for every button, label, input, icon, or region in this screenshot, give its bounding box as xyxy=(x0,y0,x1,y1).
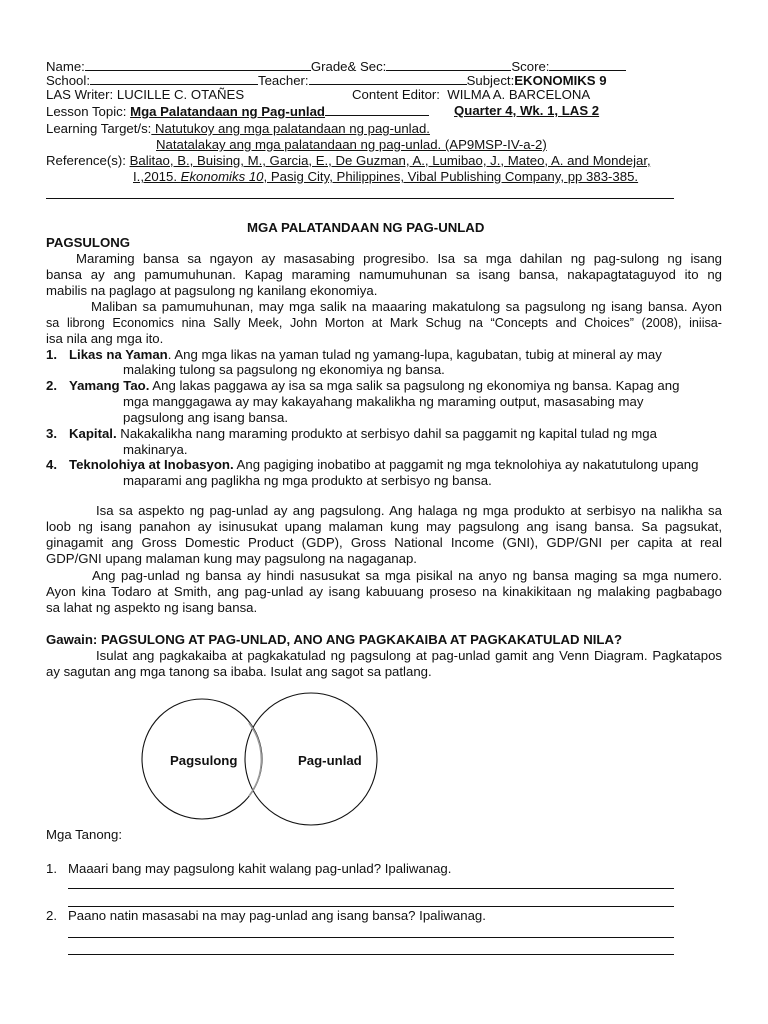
p3-line: loob ng isang panahon ay isinusukat upang malaman kung may pagsulong ang isang bansa. Sa pagsukat, xyxy=(46,519,722,534)
paragraph-2 xyxy=(46,299,722,347)
target-2: Natatalakay ang mga palatandaan ng pag-unlad. (AP9MSP-IV-a-2) xyxy=(156,137,547,152)
p4-line: Ang pag-unlad ng bansa ay hindi nasusukat sa mga pisikal na anyo ng bansa maging sa mga numero. xyxy=(92,568,722,583)
reference-2b: Ekonomiks 10 xyxy=(180,169,264,184)
term-text: . Ang mga likas na yaman tulad ng yamang-lupa, kagubatan, tubig at mineral ay may xyxy=(167,347,662,362)
answer-line[interactable] xyxy=(68,906,674,907)
list-item-cont: maparami ang paglikha ng mga produkto at serbisyo ng bansa. xyxy=(123,473,492,488)
term-text: Ang lakas paggawa ay isa sa mga salik sa pagsulong ng ekonomiya ng bansa. Kapag ang xyxy=(149,378,680,393)
list-number: 4. xyxy=(46,457,57,472)
p3-line: ginagamit ang Gross Domestic Product (GDP), Gross National Income (GNI), GDP/GNI per capita at real xyxy=(46,535,722,550)
grade-field[interactable] xyxy=(386,58,511,71)
p4-line: Ayon kina Todaro at Smith, ang pag-unlad ay isang kabuuang proseso na kinakikitaan ng malaking pagbabago xyxy=(46,584,722,599)
answer-line[interactable] xyxy=(68,937,674,938)
list-item-teknolohiya xyxy=(69,457,729,473)
term-text: Nakakalikha nang maraming produkto at serbisyo dahil sa paggamit ng kapital tulad ng mga xyxy=(116,426,657,441)
question-2: Paano natin masasabi na may pag-unlad ang isang bansa? Ipaliwanag. xyxy=(68,908,486,923)
reference-1: Balitao, B., Buising, M., Garcia, E., De Guzman, A., Lumibao, J., Mateo, A. and Mondejar, xyxy=(129,153,651,168)
paragraph-4 xyxy=(46,568,722,616)
name-label: Name: xyxy=(46,59,85,74)
p2-line: isa nila ang mga ito. xyxy=(46,331,164,346)
reference-2c: , Pasig City, Philippines, Vibal Publishing Company, pp 383-385. xyxy=(263,169,639,184)
list-number: 2. xyxy=(46,378,57,393)
term: Yamang Tao. xyxy=(69,378,150,393)
p1-line: Maraming bansa sa ngayon ay masasabing progresibo. Isa sa mga dahilan ng pag-sulong ng isang xyxy=(76,251,722,266)
score-label: Score: xyxy=(511,59,550,74)
writer-label: LAS Writer: xyxy=(46,87,114,102)
list-number: 1. xyxy=(46,347,57,362)
answer-line[interactable] xyxy=(68,954,674,955)
topic-row xyxy=(46,103,429,120)
quarter-value: Quarter 4, Wk. 1, LAS 2 xyxy=(454,103,600,118)
venn-label-right: Pag-unlad xyxy=(298,753,362,768)
section-heading: PAGSULONG xyxy=(46,235,131,250)
term: Likas na Yaman xyxy=(69,347,168,362)
reference-row-2 xyxy=(133,169,638,185)
p2-line: sa librong Economics nina Sally Meek, John Morton at Mark Schug na “Concepts and Choices” (2008), iniisa- xyxy=(46,316,722,330)
paragraph-1 xyxy=(46,251,722,299)
venn-label-left: Pagsulong xyxy=(170,753,238,768)
subject-label: Subject: xyxy=(466,73,515,88)
list-item-cont: malaking tulong sa pagsulong ng ekonomiya ng bansa. xyxy=(123,362,445,377)
answer-line[interactable] xyxy=(68,888,674,889)
term-text: Ang pagiging inobatibo at paggamit ng mga teknolohiya ay nakatutulong upang xyxy=(233,457,699,472)
question-1: Maaari bang may pagsulong kahit walang pag-unlad? Ipaliwanag. xyxy=(68,861,452,876)
instr-line: ay sagutan ang mga tanong sa ibaba. Isulat ang sagot sa patlang. xyxy=(46,664,432,679)
score-field[interactable] xyxy=(549,58,626,71)
reference-row-1 xyxy=(46,153,651,169)
topic-label: Lesson Topic: xyxy=(46,104,127,119)
list-item-cont: pagsulong ang isang bansa. xyxy=(123,410,288,425)
page-title: MGA PALATANDAAN NG PAG-UNLAD xyxy=(247,220,485,235)
reference-label: Reference(s): xyxy=(46,153,126,168)
target-1: Natutukoy ang mga palatandaan ng pag-unlad. xyxy=(151,121,430,136)
header-row-3 xyxy=(46,87,244,103)
questions-label: Mga Tanong: xyxy=(46,827,123,842)
reference-2a: I.,2015. xyxy=(133,169,181,184)
school-field[interactable] xyxy=(90,72,258,85)
list-number: 3. xyxy=(46,426,57,441)
topic-value: Mga Palatandaan ng Pag-unlad xyxy=(130,104,325,119)
editor-label: Content Editor: xyxy=(352,87,440,102)
list-item-yamang-tao xyxy=(69,378,729,394)
p3-line: GDP/GNI upang malaman kung may pagsulong na nagaganap. xyxy=(46,551,417,566)
school-label: School: xyxy=(46,73,90,88)
writer-value: LUCILLE C. OTAÑES xyxy=(116,87,245,102)
target-label: Learning Target/s: xyxy=(46,121,152,136)
list-item-cont: makinarya. xyxy=(123,442,188,457)
list-item-cont: mga manggagawa ay may kakayahang makalikha ng maraming output, masasabing may xyxy=(123,394,644,409)
name-field[interactable] xyxy=(85,58,311,71)
list-item-likas-na-yaman xyxy=(69,347,729,363)
p1-line: bansa ay ang pamumuhunan. Kapag maraming namumuhunan sa isang bansa, nakapagtataguyod ito ng xyxy=(46,267,722,282)
p4-line: sa lahat ng aspekto ng isang bansa. xyxy=(46,600,258,615)
topic-underline xyxy=(325,103,429,116)
editor-value: WILMA A. BARCELONA xyxy=(447,87,591,102)
grade-label: Grade& Sec: xyxy=(310,59,387,74)
question-number: 2. xyxy=(46,908,57,923)
teacher-label: Teacher: xyxy=(258,73,309,88)
p1-line: mabilis na paglago at pagsulong ng kanilang ekonomiya. xyxy=(46,283,378,298)
paragraph-3 xyxy=(46,503,722,567)
term: Teknolohiya at Inobasyon. xyxy=(69,457,234,472)
target-row-1 xyxy=(46,121,430,137)
p3-line: Isa sa aspekto ng pag-unlad ay ang pagsulong. Ang halaga ng mga produkto at serbisyo na nalikha sa xyxy=(96,503,722,518)
instr-line: Isulat ang pagkakaiba at pagkakatulad ng pagsulong at pag-unlad gamit ang Venn Diagram. Pagkatapos xyxy=(96,648,722,663)
activity-title: Gawain: PAGSULONG AT PAG-UNLAD, ANO ANG PAGKAKAIBA AT PAGKAKATULAD NILA? xyxy=(46,632,623,647)
editor-row xyxy=(352,87,590,103)
question-number: 1. xyxy=(46,861,57,876)
list-item-kapital xyxy=(69,426,729,442)
activity-instructions xyxy=(46,648,722,680)
subject-value: EKONOMIKS 9 xyxy=(514,73,607,88)
header-divider xyxy=(46,198,674,199)
teacher-field[interactable] xyxy=(309,72,467,85)
venn-diagram xyxy=(0,690,768,850)
term: Kapital. xyxy=(69,426,117,441)
p2-line: Maliban sa pamumuhunan, may mga salik na maaaring makatulong sa pagsulong ng isang bansa. Ayon xyxy=(91,299,722,314)
